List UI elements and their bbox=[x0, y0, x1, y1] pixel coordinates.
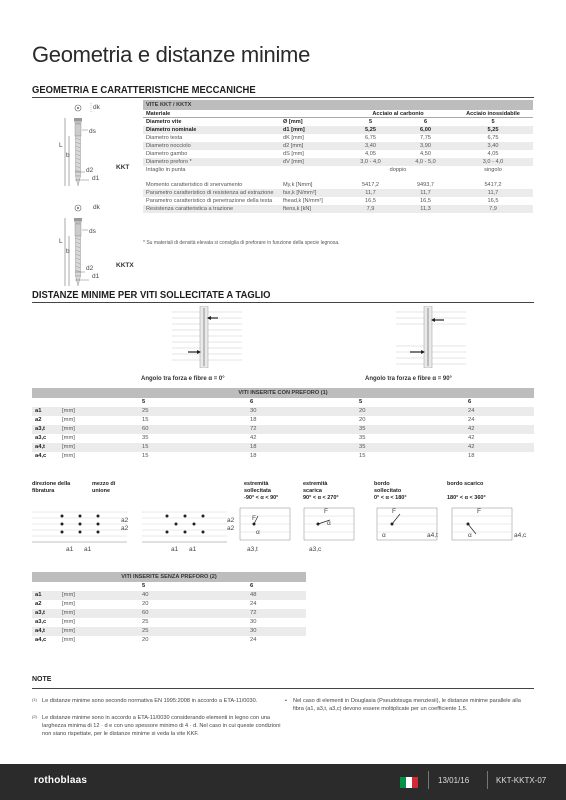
table-cell: [mm] bbox=[62, 628, 75, 634]
table-cell: 72 bbox=[250, 610, 257, 616]
table-cell: Parametro caratteristico di resistenza ad estrazione bbox=[146, 190, 274, 196]
table-cell: 5417,2 bbox=[484, 182, 502, 188]
note-mark-1: (1) bbox=[32, 697, 37, 702]
table-cell: 3,90 bbox=[420, 143, 431, 149]
table-with-predrill bbox=[32, 388, 534, 461]
table-cell: d1 [mm] bbox=[283, 127, 305, 133]
table-row bbox=[32, 636, 306, 645]
col-head: 5 bbox=[359, 399, 363, 405]
table-cell: 30 bbox=[250, 619, 257, 625]
table-cell: fhead,k [N/mm²] bbox=[283, 198, 323, 204]
dim-d1: d1 bbox=[92, 273, 100, 280]
table-cell: 20 bbox=[142, 637, 149, 643]
dim-a1: a1 bbox=[189, 546, 197, 553]
dim-a1: a1 bbox=[171, 546, 179, 553]
dim-L: L bbox=[59, 142, 63, 149]
table-cell: [mm] bbox=[62, 444, 75, 450]
table-cell: Ø [mm] bbox=[283, 119, 303, 125]
col-head: 5 bbox=[142, 583, 146, 589]
table-cell: Parametro caratteristico di penetrazione della testa bbox=[146, 198, 273, 204]
table-cell: Diametro gambo bbox=[146, 151, 188, 157]
table-row bbox=[32, 407, 534, 416]
dim-a1: a1 bbox=[84, 546, 92, 553]
dim-dk: dk bbox=[93, 204, 100, 211]
screw-label-kktx: KKTX bbox=[116, 262, 134, 269]
dim-L: L bbox=[59, 238, 63, 245]
table-cell: Diametro preforo * bbox=[146, 159, 192, 165]
table-with-predrill-cols bbox=[32, 398, 534, 407]
table-row bbox=[143, 158, 533, 166]
dim-F: F bbox=[252, 515, 256, 522]
table-row bbox=[143, 205, 533, 213]
table-cell: dS [mm] bbox=[283, 151, 304, 157]
table-cell: a1 bbox=[35, 408, 42, 414]
dim-a3t: a3,t bbox=[247, 546, 258, 553]
table-cell: a4,t bbox=[35, 444, 45, 450]
table-cell: 4,0 - 5,0 bbox=[415, 159, 436, 165]
footer-date: 13/01/16 bbox=[438, 776, 470, 785]
table-cell: 72 bbox=[250, 426, 257, 432]
table-cell: dV [mm] bbox=[283, 159, 304, 165]
table-cell: [mm] bbox=[62, 610, 75, 616]
dim-d1: d1 bbox=[92, 175, 100, 182]
table-cell: 9493,7 bbox=[416, 182, 435, 188]
dim-a4t: a4,t bbox=[427, 532, 438, 539]
dim-a3c: a3,c bbox=[309, 546, 322, 553]
table-cell: a1 bbox=[35, 592, 42, 598]
table-cell: [mm] bbox=[62, 453, 75, 459]
dim-alpha: α bbox=[256, 529, 260, 536]
table-without-predrill-cols bbox=[32, 582, 306, 591]
label-end-loaded: estremità sollecitata bbox=[244, 481, 271, 494]
table-row bbox=[143, 118, 533, 126]
table-cell: 16,5 bbox=[365, 198, 376, 204]
table-cell: Intaglio in punta bbox=[146, 167, 186, 173]
table-cell: a3,t bbox=[35, 610, 45, 616]
section-title-geometry: GEOMETRIA E CARATTERISTICHE MECCANICHE bbox=[32, 84, 256, 96]
table-cell: fax,k [N/mm²] bbox=[283, 190, 317, 196]
table-cell: a3,t bbox=[35, 426, 45, 432]
table-subheader-inox: Acciaio inossidabile bbox=[466, 111, 520, 117]
table-row bbox=[143, 150, 533, 158]
table-cell: 7,9 bbox=[489, 206, 497, 212]
table-subheader-row bbox=[143, 110, 533, 118]
table-row bbox=[143, 181, 533, 189]
table-cell: 42 bbox=[468, 435, 475, 441]
table-cell: [mm] bbox=[62, 637, 75, 643]
table-cell: 60 bbox=[142, 610, 149, 616]
table-cell: 6,75 bbox=[487, 135, 499, 141]
table-row bbox=[32, 443, 534, 452]
dim-a2: a2 bbox=[227, 525, 235, 532]
footer-separator bbox=[487, 771, 488, 789]
table-row bbox=[143, 142, 533, 150]
table-row bbox=[32, 618, 306, 627]
page-title: Geometria e distanze minime bbox=[32, 42, 311, 67]
note-1: Le distanze minime sono secondo normativa EN 1995:2008 in accordo a ETA-11/0030. bbox=[42, 698, 258, 704]
table-cell: 24 bbox=[468, 408, 475, 414]
dim-a2: a2 bbox=[227, 517, 235, 524]
table-cell: 15 bbox=[142, 453, 149, 459]
dim-ds: ds bbox=[89, 128, 96, 135]
dim-alpha: α bbox=[382, 532, 386, 539]
dim-b: b bbox=[66, 152, 70, 159]
italy-flag-icon bbox=[400, 777, 418, 788]
table-without-predrill bbox=[32, 572, 306, 645]
table-cell: 40 bbox=[142, 592, 149, 598]
label-edge-loaded: bordo sollecitato bbox=[374, 481, 402, 494]
dim-F: F bbox=[477, 508, 481, 515]
table-cell: [mm] bbox=[62, 435, 75, 441]
screw-label-kkt: KKT bbox=[116, 164, 130, 171]
dim-alpha: α bbox=[468, 532, 472, 539]
table-cell: 6 bbox=[423, 119, 428, 125]
table-cell: 25 bbox=[142, 619, 149, 625]
table-cell: singolo bbox=[484, 167, 502, 173]
dim-ds: ds bbox=[89, 228, 96, 235]
dim-b: b bbox=[66, 248, 70, 255]
note-bullet: • bbox=[285, 698, 287, 704]
table-cell: My,k [Nmm] bbox=[283, 182, 313, 188]
footer-separator bbox=[428, 771, 429, 789]
geometry-table bbox=[143, 100, 533, 213]
table-cell: 18 bbox=[250, 417, 257, 423]
table-cell: [mm] bbox=[62, 408, 75, 414]
table-cell: 7,9 bbox=[366, 206, 375, 212]
table-row bbox=[32, 627, 306, 636]
angle-caption-90: Angolo tra forza e fibre α = 90° bbox=[365, 376, 452, 382]
dim-a2: a2 bbox=[121, 525, 129, 532]
table-cell: 3,0 - 4,0 bbox=[482, 159, 504, 165]
table-cell: a4,c bbox=[35, 637, 47, 643]
geometry-table-header: VITE KKT / KKTX bbox=[143, 100, 533, 110]
diagram-angle-90 bbox=[396, 306, 466, 368]
table-cell: 35 bbox=[359, 444, 366, 450]
table-cell: 3,40 bbox=[487, 143, 499, 149]
table-cell: [mm] bbox=[62, 601, 75, 607]
table-cell: 6,00 bbox=[420, 127, 431, 133]
table-cell: 3,0 - 4,0 bbox=[360, 159, 381, 165]
table-cell: 4,05 bbox=[487, 151, 499, 157]
table-cell: 24 bbox=[468, 417, 475, 423]
geometry-footnote: * Su materiali di densità elevata si consiglia di preforare in funzione della specie legnosa. bbox=[143, 240, 340, 246]
table-cell: [mm] bbox=[62, 426, 75, 432]
table-cell: 30 bbox=[250, 408, 257, 414]
table-cell: Resistenza caratteristica a trazione bbox=[146, 206, 234, 212]
table-cell: 11,7 bbox=[420, 190, 431, 196]
table-cell: 3,40 bbox=[365, 143, 376, 149]
table-without-predrill-header: VITI INSERITE SENZA PREFORO (2) bbox=[32, 572, 306, 582]
table-cell: a4,c bbox=[35, 453, 47, 459]
table-cell: 11,7 bbox=[487, 190, 499, 196]
table-cell: 42 bbox=[250, 435, 257, 441]
table-cell: doppio bbox=[389, 167, 407, 173]
table-cell: ftens,k [kN] bbox=[283, 206, 311, 212]
table-cell: a3,c bbox=[35, 619, 47, 625]
table-cell: a2 bbox=[35, 601, 42, 607]
table-cell: 5 bbox=[491, 119, 495, 125]
table-cell: Momento caratteristico di snervamento bbox=[146, 182, 243, 188]
table-cell: Diametro nominale bbox=[146, 127, 197, 133]
table-cell: 15 bbox=[359, 453, 366, 459]
table-cell: 5,25 bbox=[487, 127, 499, 133]
table-cell: Diametro nocciolo bbox=[146, 143, 191, 149]
label-end-loaded-range: -90° < α < 90° bbox=[244, 495, 279, 501]
label-connection-mid: mezzo di unione bbox=[92, 481, 116, 494]
table-cell: 15 bbox=[142, 444, 149, 450]
table-cell: 35 bbox=[359, 426, 366, 432]
table-row bbox=[143, 166, 533, 174]
table-cell: 11,7 bbox=[365, 190, 376, 196]
table-cell: 6,75 bbox=[365, 135, 376, 141]
note-3: Nel caso di elementi in Douglasia (Pseudotsuga menziesii), le distanze minime parallele alla fibra (a1, a3,t, a3,c) devono essere moltiplicate per un coefficiente 1,5. bbox=[293, 698, 521, 712]
label-edge-unloaded: bordo scarico bbox=[447, 481, 484, 487]
table-cell: 25 bbox=[142, 408, 149, 414]
table-cell: Diametro vite bbox=[146, 119, 182, 125]
table-cell: 30 bbox=[250, 628, 257, 634]
table-cell: 18 bbox=[468, 453, 475, 459]
table-cell: 20 bbox=[142, 601, 149, 607]
col-head: 6 bbox=[250, 583, 254, 589]
table-cell: 16,5 bbox=[487, 198, 499, 204]
table-cell: 16,5 bbox=[420, 198, 431, 204]
table-cell: 18 bbox=[250, 453, 257, 459]
brand-logo: rothoblaas bbox=[34, 775, 88, 786]
dim-d2: d2 bbox=[86, 167, 94, 174]
dim-alpha: α bbox=[327, 520, 331, 527]
table-row bbox=[32, 609, 306, 618]
dim-F: F bbox=[324, 508, 328, 515]
dim-dk: dk bbox=[93, 104, 100, 111]
table-cell: 24 bbox=[250, 601, 257, 607]
col-head: 5 bbox=[142, 399, 146, 405]
table-row bbox=[32, 425, 534, 434]
table-subheader-carbon: Acciaio al carbonio bbox=[372, 111, 424, 117]
table-cell: Diametro testa bbox=[146, 135, 183, 141]
table-cell: 24 bbox=[250, 637, 257, 643]
label-end-unloaded-range: 90° < α < 270° bbox=[303, 495, 339, 501]
table-row bbox=[32, 600, 306, 609]
table-with-predrill-header: VITI INSERITE CON PREFORO (1) bbox=[32, 388, 534, 398]
table-cell: dK [mm] bbox=[283, 135, 304, 141]
table-cell: 4,50 bbox=[420, 151, 431, 157]
section-divider bbox=[32, 97, 534, 98]
section-title-distances: DISTANZE MINIME PER VITI SOLLECITATE A TAGLIO bbox=[32, 289, 271, 301]
table-cell: a2 bbox=[35, 417, 42, 423]
table-cell: 11,3 bbox=[420, 206, 431, 212]
dim-a4c: a4,c bbox=[514, 532, 527, 539]
note-mark-2: (2) bbox=[32, 714, 37, 719]
col-head: 6 bbox=[250, 399, 254, 405]
table-cell: 42 bbox=[468, 444, 475, 450]
table-row bbox=[32, 452, 534, 461]
table-subheader-material: Materiale bbox=[146, 111, 171, 117]
notes-title: NOTE bbox=[32, 676, 52, 683]
table-cell: [mm] bbox=[62, 417, 75, 423]
table-cell: 42 bbox=[468, 426, 475, 432]
table-cell: 20 bbox=[359, 408, 366, 414]
table-cell: 5,25 bbox=[365, 127, 376, 133]
table-row bbox=[32, 416, 534, 425]
table-row bbox=[143, 126, 533, 134]
table-row bbox=[32, 591, 306, 600]
table-cell: 35 bbox=[359, 435, 366, 441]
notes-divider bbox=[32, 688, 534, 689]
table-cell: 20 bbox=[359, 417, 366, 423]
label-edge-loaded-range: 0° < α < 180° bbox=[374, 495, 407, 501]
table-cell: a4,t bbox=[35, 628, 45, 634]
table-cell: [mm] bbox=[62, 619, 75, 625]
table-row bbox=[143, 134, 533, 142]
section-divider bbox=[32, 302, 534, 303]
table-cell: [mm] bbox=[62, 592, 75, 598]
table-cell: d2 [mm] bbox=[283, 143, 304, 149]
col-head: 6 bbox=[468, 399, 472, 405]
label-end-unloaded: estremità scarica bbox=[303, 481, 328, 494]
table-cell: 18 bbox=[250, 444, 257, 450]
table-cell: 35 bbox=[142, 435, 149, 441]
footer-code: KKT-KKTX-07 bbox=[496, 776, 547, 785]
note-2: Le distanze minime sono in accordo a ETA-11/0030 considerando elementi in legno con una larghezza minima di 12 · d e con uno spessore minimo di 4 · d. Nel caso in cui queste condizioni non siano rispettate, per le distanze minime si veda la vite KKF. bbox=[42, 715, 281, 737]
table-row bbox=[32, 434, 534, 443]
table-cell: a3,c bbox=[35, 435, 47, 441]
diagram-angle-0 bbox=[172, 306, 242, 368]
table-cell: 15 bbox=[142, 417, 149, 423]
table-cell: 25 bbox=[142, 628, 149, 634]
angle-caption-0: Angolo tra forza e fibre α = 0° bbox=[141, 376, 225, 382]
table-cell: 4,05 bbox=[365, 151, 376, 157]
table-row bbox=[143, 197, 533, 205]
table-cell: 48 bbox=[250, 592, 257, 598]
table-cell: 5417,2 bbox=[361, 182, 380, 188]
dim-a2: a2 bbox=[121, 517, 129, 524]
table-row bbox=[143, 189, 533, 197]
table-cell: 7,75 bbox=[420, 135, 431, 141]
dim-a1: a1 bbox=[66, 546, 74, 553]
label-edge-unloaded-range: 180° < α < 360° bbox=[447, 495, 486, 501]
dim-F: F bbox=[392, 508, 396, 515]
table-cell: 5 bbox=[368, 119, 373, 125]
table-cell: 60 bbox=[142, 426, 149, 432]
label-fiber-direction: direzione della fibratura bbox=[32, 481, 71, 494]
dim-d2: d2 bbox=[86, 265, 94, 272]
